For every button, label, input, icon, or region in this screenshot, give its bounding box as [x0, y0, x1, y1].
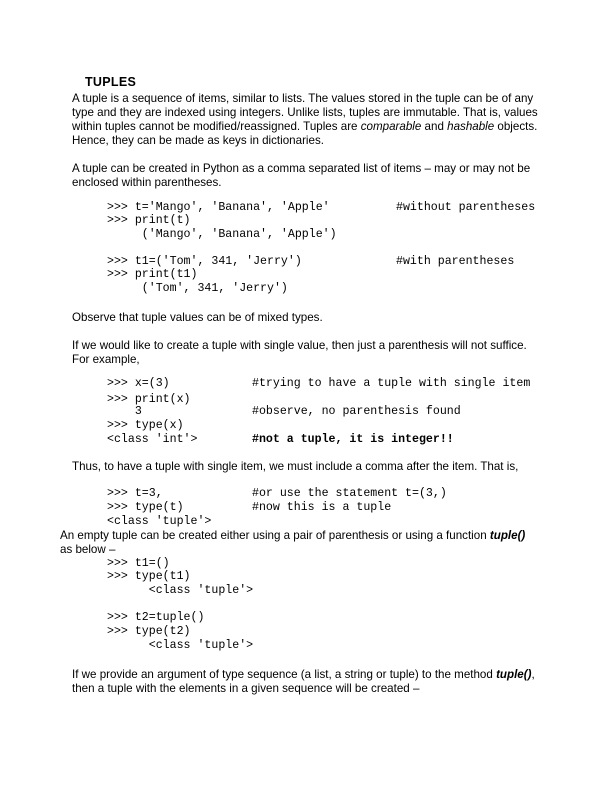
- para6-line1: [60, 529, 525, 543]
- code4-line2: >>> type(t1): [107, 570, 191, 583]
- code2-comment3: #observe, no parenthesis found: [252, 405, 461, 418]
- para6-line2: as below –: [60, 543, 116, 556]
- code3-line3: <class 'tuple'>: [107, 515, 212, 528]
- para2-line2: enclosed within parentheses.: [72, 176, 222, 189]
- code1-line2: >>> print(t): [107, 214, 191, 227]
- code2-line2: >>> print(x): [107, 393, 191, 406]
- para3: Observe that tuple values can be of mixed types.: [72, 311, 323, 324]
- para7-line1: [72, 668, 535, 682]
- para1-line4: Hence, they can be made as keys in dictionaries.: [72, 134, 324, 147]
- code1-line1: >>> t='Mango', 'Banana', 'Apple': [107, 201, 330, 214]
- code1-line3: ('Mango', 'Banana', 'Apple'): [107, 228, 337, 241]
- code2-line1: >>> x=(3): [107, 377, 170, 390]
- para2-line1: A tuple can be created in Python as a comma separated list of items – may or may not be: [72, 162, 531, 175]
- section-heading: TUPLES: [85, 75, 137, 89]
- tuple-method-term: tuple(): [496, 668, 532, 681]
- para1-line1: A tuple is a sequence of items, similar to lists. The values stored in the tuple can be of any: [72, 92, 534, 105]
- para6-line1-text: An empty tuple can be created either using a pair of parenthesis or using a function: [60, 529, 490, 542]
- code4-line5: >>> type(t2): [107, 625, 191, 638]
- code3-comment2: #now this is a tuple: [252, 501, 392, 514]
- code2-line5: <class 'int'>: [107, 433, 198, 446]
- hashable-term: hashable: [447, 120, 495, 133]
- code4-line3: <class 'tuple'>: [107, 584, 254, 597]
- code2-line3: 3: [107, 405, 142, 418]
- para1-line3-end: objects.: [494, 120, 538, 133]
- code2-line4: >>> type(x): [107, 419, 184, 432]
- para1-line3-text: within tuples cannot be modified/reassigned. Tuples are: [72, 120, 361, 133]
- code3-line1: >>> t=3,: [107, 487, 163, 500]
- code2-comment1: #trying to have a tuple with single item: [252, 377, 531, 390]
- code3-comment1: #or use the statement t=(3,): [252, 487, 447, 500]
- para1-line2: type and they are indexed using integers. Unlike lists, tuples are immutable. That is, values: [72, 106, 538, 119]
- para1-line3-and: and: [421, 120, 448, 133]
- para4-line1: If we would like to create a tuple with single value, then just a parenthesis will not suffice.: [72, 339, 527, 352]
- para7-line2: then a tuple with the elements in a given sequence will be created –: [72, 682, 420, 695]
- code4-line6: <class 'tuple'>: [107, 639, 254, 652]
- code1-comment4: #with parentheses: [396, 255, 515, 268]
- para5: Thus, to have a tuple with single item, we must include a comma after the item. That is,: [72, 460, 519, 473]
- para4-line2: For example,: [72, 353, 140, 366]
- code2-comment5: #not a tuple, it is integer!!: [252, 433, 454, 446]
- code4-line1: >>> t1=(): [107, 557, 170, 570]
- code1-line5: >>> print(t1): [107, 268, 198, 281]
- para1-line3: [72, 120, 537, 134]
- code1-line6: ('Tom', 341, 'Jerry'): [107, 282, 288, 295]
- para7-line1-comma: ,: [531, 668, 535, 681]
- code3-line2: >>> type(t): [107, 501, 184, 514]
- comparable-term: comparable: [360, 120, 422, 133]
- code1-line4: >>> t1=('Tom', 341, 'Jerry'): [107, 255, 302, 268]
- para7-line1-text: If we provide an argument of type sequence (a list, a string or tuple) to the method: [72, 668, 497, 681]
- code1-comment1: #without parentheses: [396, 201, 536, 214]
- code4-line4: >>> t2=tuple(): [107, 611, 205, 624]
- tuple-function-term: tuple(): [489, 529, 526, 542]
